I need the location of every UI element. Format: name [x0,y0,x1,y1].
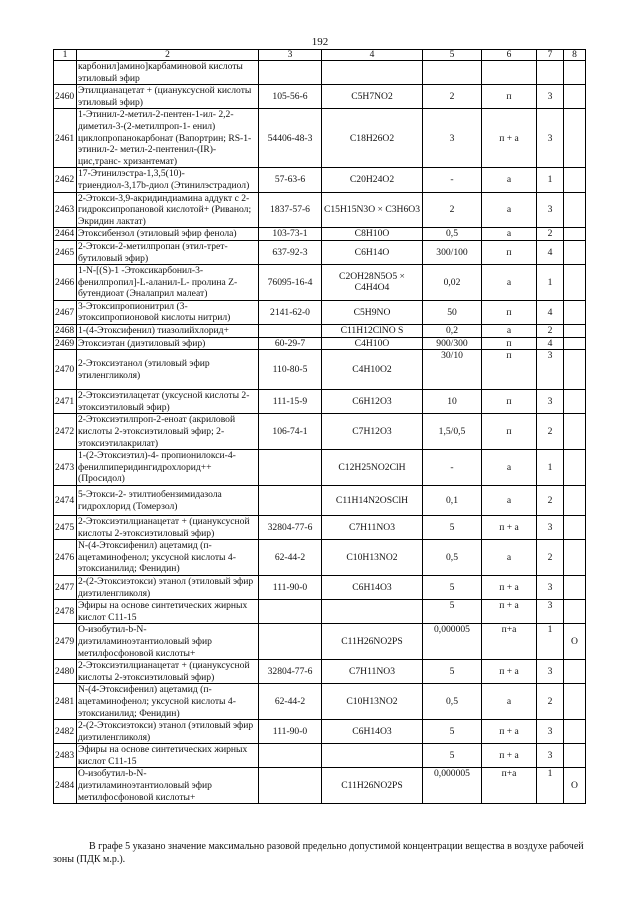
substances-table [53,49,586,804]
special-mark [564,600,586,624]
substance-name: 2-Этоксиэтанол (этиловый эфир этиленгликоля) [77,350,259,390]
substance-name: Этоксиэтан (диэтиловый эфир) [77,337,259,350]
substance-number: 2466 [54,265,77,301]
substance-number: 2479 [54,624,77,660]
substance-name: N-(4-Этоксифенил) ацетамид (п-ацетаминофенол; уксусной кислоты 4-этоксианилид; Фенидин) [77,540,259,576]
hazard-class: 1 [537,624,564,660]
mpc-value: 30/10 [423,350,482,390]
table-row [54,265,586,301]
substance-number: 2470 [54,350,77,390]
chemical-formula: C11H26NO2PS [322,624,423,660]
header-col-2: 2 [77,50,259,61]
mpc-value: 0,2 [423,325,482,338]
chemical-formula: C7H12O3 [322,414,423,450]
header-col-8: 8 [564,50,586,61]
substance-name: Этилцианацетат + (циануксусной кислоты этиловый эфир) [77,85,259,109]
mpc-value: 5 [423,660,482,684]
special-mark [564,265,586,301]
cas-number: 62-44-2 [259,684,322,720]
chemical-formula: C11H26NO2PS [322,768,423,804]
table-row [54,300,586,324]
hazard-class: 2 [537,684,564,720]
special-mark [564,660,586,684]
special-mark [564,300,586,324]
chemical-formula: C11H12ClNO S [322,325,423,338]
special-mark [564,350,586,390]
hazard-class: 4 [537,240,564,264]
aggregate-state [482,61,537,85]
special-mark [564,390,586,414]
aggregate-state: п+а [482,624,537,660]
hazard-class: 2 [537,486,564,516]
aggregate-state: а [482,265,537,301]
aggregate-state: п [482,300,537,324]
hazard-class: 3 [537,660,564,684]
cas-number: 111-90-0 [259,575,322,599]
hazard-class [537,61,564,85]
aggregate-state: п + а [482,660,537,684]
mpc-value: 0,000005 [423,624,482,660]
special-mark [564,85,586,109]
cas-number [259,768,322,804]
aggregate-state: а [482,684,537,720]
table-row [54,450,586,486]
hazard-class: 4 [537,300,564,324]
hazard-class: 3 [537,575,564,599]
table-row [54,240,586,264]
special-mark [564,744,586,768]
table-row [54,228,586,241]
hazard-class: 3 [537,350,564,390]
mpc-value: 5 [423,575,482,599]
special-mark [564,240,586,264]
substance-number: 2482 [54,720,77,744]
mpc-value: 0,1 [423,486,482,516]
table-row [54,414,586,450]
chemical-formula: C11H14N2OSClH [322,486,423,516]
table-row [54,624,586,660]
hazard-class: 1 [537,265,564,301]
chemical-formula: C4H10O2 [322,350,423,390]
substance-name: 5-Этокси-2- этилтиобензимидазола гидрохлорид (Томерзол) [77,486,259,516]
cas-number: 76095-16-4 [259,265,322,301]
substance-number: 2461 [54,109,77,168]
table-body [54,61,586,804]
substance-name: N-(4-Этоксифенил) ацетамид (п-ацетаминофенол; уксусной кислоты 4-этоксианилид; Фенидин) [77,684,259,720]
mpc-value: 0,5 [423,228,482,241]
substance-name: 2-Этоксиэтилцианацетат + (циануксусной кислоты 2-этоксиэтиловый эфир) [77,660,259,684]
table-row [54,390,586,414]
substance-number: 2465 [54,240,77,264]
substance-name: 1-Этинил-2-метил-2-пентен-1-ил- 2,2-диметил-3-(2-метилпроп-1- енил) циклопропанокарбонат (Вапортрин; RS-1-этинил-2- метил-2-пентенил-(IR)-цис,транс- хризантемат) [77,109,259,168]
cas-number: 54406-48-3 [259,109,322,168]
substance-number: 2460 [54,85,77,109]
cas-number: 111-15-9 [259,390,322,414]
table-row [54,540,586,576]
table-row [54,684,586,720]
substance-number: 2476 [54,540,77,576]
chemical-formula: C6H12O3 [322,390,423,414]
table-row [54,720,586,744]
cas-number [259,325,322,338]
special-mark [564,61,586,85]
hazard-class: 1 [537,450,564,486]
aggregate-state: п + а [482,109,537,168]
substance-name: 3-Этоксипропионитрил (3-этоксипропионовой кислоты нитрил) [77,300,259,324]
header-col-1: 1 [54,50,77,61]
table-row [54,192,586,228]
mpc-value: 900/300 [423,337,482,350]
mpc-value: 50 [423,300,482,324]
mpc-value: 0,000005 [423,768,482,804]
aggregate-state: п [482,414,537,450]
chemical-formula: C4H10O [322,337,423,350]
cas-number [259,61,322,85]
chemical-formula: C2OH28N5O5 × C4H4O4 [322,265,423,301]
table-row [54,744,586,768]
mpc-value: 1,5/0,5 [423,414,482,450]
hazard-class: 3 [537,600,564,624]
substance-name: 2-Этоксиэтилацетат (уксусной кислоты 2- этоксиэтиловый эфир) [77,390,259,414]
hazard-class: 4 [537,337,564,350]
substance-number: 2469 [54,337,77,350]
header-col-6: 6 [482,50,537,61]
substance-number: 2481 [54,684,77,720]
chemical-formula: C12H25NO2ClH [322,450,423,486]
header-col-7: 7 [537,50,564,61]
substance-number: 2468 [54,325,77,338]
mpc-value: 0,5 [423,684,482,720]
substance-number: 2467 [54,300,77,324]
mpc-value: 5 [423,600,482,624]
aggregate-state: п + а [482,516,537,540]
substance-number: 2464 [54,228,77,241]
substance-number: 2463 [54,192,77,228]
substance-number: 2474 [54,486,77,516]
table-row [54,109,586,168]
special-mark [564,337,586,350]
special-mark [564,325,586,338]
substance-number: 2475 [54,516,77,540]
mpc-value: - [423,450,482,486]
table-row [54,600,586,624]
aggregate-state: п [482,390,537,414]
cas-number: 637-92-3 [259,240,322,264]
substance-number: 2484 [54,768,77,804]
substance-name: О-изобутил-b-N-диэтиламиноэтантиоловый эфир метилфосфоновой кислоты+ [77,624,259,660]
substance-number: 2480 [54,660,77,684]
cas-number: 111-90-0 [259,720,322,744]
substance-name: 1-N-[(S)-1 -Этоксикарбонил-3-фенилпропил]-L-аланил-L- пролина Z-бутендиоат (Эналаприл малеат) [77,265,259,301]
special-mark [564,450,586,486]
cas-number: 103-73-1 [259,228,322,241]
chemical-formula: C10H13NO2 [322,684,423,720]
cas-number: 2141-62-0 [259,300,322,324]
substance-name: 2-(2-Этоксиэтокси) этанол (этиловый эфир диэтиленгликоля) [77,575,259,599]
chemical-formula [322,61,423,85]
header-col-4: 4 [322,50,423,61]
substance-number [54,61,77,85]
chemical-formula: C7H11NO3 [322,660,423,684]
hazard-class: 2 [537,540,564,576]
hazard-class: 2 [537,414,564,450]
mpc-value: - [423,168,482,192]
cas-number [259,744,322,768]
header-col-5: 5 [423,50,482,61]
cas-number [259,624,322,660]
substance-number: 2477 [54,575,77,599]
aggregate-state: а [482,325,537,338]
chemical-formula: C6H14O [322,240,423,264]
aggregate-state: п + а [482,744,537,768]
table-row [54,575,586,599]
table-header-row [54,50,586,61]
substance-number: 2462 [54,168,77,192]
mpc-value: 5 [423,744,482,768]
hazard-class: 1 [537,168,564,192]
aggregate-state: п + а [482,720,537,744]
mpc-value: 0,02 [423,265,482,301]
table-row [54,61,586,85]
aggregate-state: а [482,168,537,192]
table-row [54,486,586,516]
table-row [54,168,586,192]
chemical-formula: C15H15N3O × C3H6O3 [322,192,423,228]
substance-name: 2-Этоксиэтилцианацетат + (циануксусной кислоты 2-этоксиэтиловый эфир) [77,516,259,540]
aggregate-state: п+а [482,768,537,804]
substance-name: О-изобутил-b-N-диэтиламиноэтантиоловый эфир метилфосфоновой кислоты+ [77,768,259,804]
mpc-value [423,61,482,85]
table-row [54,85,586,109]
cas-number: 110-80-5 [259,350,322,390]
aggregate-state: п [482,85,537,109]
aggregate-state: п + а [482,575,537,599]
substance-name: 2-Этокси-3,9-акридиндиамина аддукт с 2-гидроксипропановой кислотой+ (Риванол; Экридин лактат) [77,192,259,228]
hazard-class: 2 [537,228,564,241]
substance-name: Этоксибензол (этиловый эфир фенола) [77,228,259,241]
cas-number [259,486,322,516]
table-row [54,350,586,390]
mpc-value: 5 [423,516,482,540]
hazard-class: 2 [537,325,564,338]
cas-number [259,450,322,486]
footnote: В графе 5 указано значение максимально разовой предельно допустимой концентрации вещества в воздухе рабочей зоны (ПДК м.р.). [53,841,584,865]
aggregate-state: а [482,450,537,486]
special-mark [564,575,586,599]
chemical-formula: C5H7NO2 [322,85,423,109]
special-mark [564,414,586,450]
substance-number: 2473 [54,450,77,486]
special-mark [564,192,586,228]
aggregate-state: а [482,540,537,576]
special-mark [564,684,586,720]
substance-number: 2478 [54,600,77,624]
table-row [54,325,586,338]
substance-name: 1-(2-Этоксиэтил)-4- пропионилокси-4-фенилпиперидингидрохлорид++ (Просидол) [77,450,259,486]
cas-number: 32804-77-6 [259,516,322,540]
special-mark [564,540,586,576]
special-mark: О [564,624,586,660]
chemical-formula: C6H14O3 [322,575,423,599]
substance-name: 2-Этоксиэтилпроп-2-еноат (акриловой кислоты 2-этоксиэтиловый эфир; 2-этоксиэтилакрилат) [77,414,259,450]
mpc-value: 5 [423,720,482,744]
substance-name: карбонил]амино]карбаминовой кислоты этиловый эфир [77,61,259,85]
hazard-class: 3 [537,85,564,109]
mpc-value: 2 [423,85,482,109]
chemical-formula: C10H13NO2 [322,540,423,576]
hazard-class: 3 [537,516,564,540]
aggregate-state: а [482,486,537,516]
chemical-formula: C8H10O [322,228,423,241]
header-col-3: 3 [259,50,322,61]
aggregate-state: п [482,350,537,390]
aggregate-state: а [482,192,537,228]
cas-number: 62-44-2 [259,540,322,576]
cas-number: 60-29-7 [259,337,322,350]
table-row [54,516,586,540]
chemical-formula [322,600,423,624]
substance-name: 1-(4-Этоксифенил) тиазолийхлорид+ [77,325,259,338]
special-mark [564,486,586,516]
mpc-value: 0,5 [423,540,482,576]
cas-number: 32804-77-6 [259,660,322,684]
chemical-formula: C20H24O2 [322,168,423,192]
mpc-value: 2 [423,192,482,228]
special-mark [564,720,586,744]
aggregate-state: а [482,228,537,241]
special-mark [564,109,586,168]
substance-name: 17-Этинилэстра-1,3,5(10)- триендиол-3,17b-диол (Этинилэстрадиол) [77,168,259,192]
hazard-class: 3 [537,744,564,768]
chemical-formula: C6H14O3 [322,720,423,744]
mpc-value: 3 [423,109,482,168]
mpc-value: 10 [423,390,482,414]
cas-number: 106-74-1 [259,414,322,450]
substance-name: Эфиры на основе синтетических жирных кислот С11-15 [77,600,259,624]
table-row [54,660,586,684]
table-row [54,337,586,350]
page-number: 192 [311,36,329,48]
hazard-class: 3 [537,390,564,414]
hazard-class: 3 [537,109,564,168]
chemical-formula: C18H26O2 [322,109,423,168]
cas-number: 1837-57-6 [259,192,322,228]
cas-number [259,600,322,624]
cas-number: 57-63-6 [259,168,322,192]
special-mark: О [564,768,586,804]
cas-number: 105-56-6 [259,85,322,109]
chemical-formula: C5H9NO [322,300,423,324]
substance-number: 2472 [54,414,77,450]
aggregate-state: п [482,337,537,350]
aggregate-state: п [482,240,537,264]
hazard-class: 1 [537,768,564,804]
chemical-formula [322,744,423,768]
hazard-class: 3 [537,192,564,228]
chemical-formula: C7H11NO3 [322,516,423,540]
special-mark [564,516,586,540]
table-row [54,768,586,804]
hazard-class: 3 [537,720,564,744]
aggregate-state: п + а [482,600,537,624]
substance-name: 2-(2-Этоксиэтокси) этанол (этиловый эфир диэтиленгликоля) [77,720,259,744]
substance-name: Эфиры на основе синтетических жирных кислот С11-15 [77,744,259,768]
special-mark [564,168,586,192]
substance-number: 2471 [54,390,77,414]
mpc-value: 300/100 [423,240,482,264]
special-mark [564,228,586,241]
substance-number: 2483 [54,744,77,768]
substance-name: 2-Этокси-2-метилпропан (этил-трет-бутиловый эфир) [77,240,259,264]
